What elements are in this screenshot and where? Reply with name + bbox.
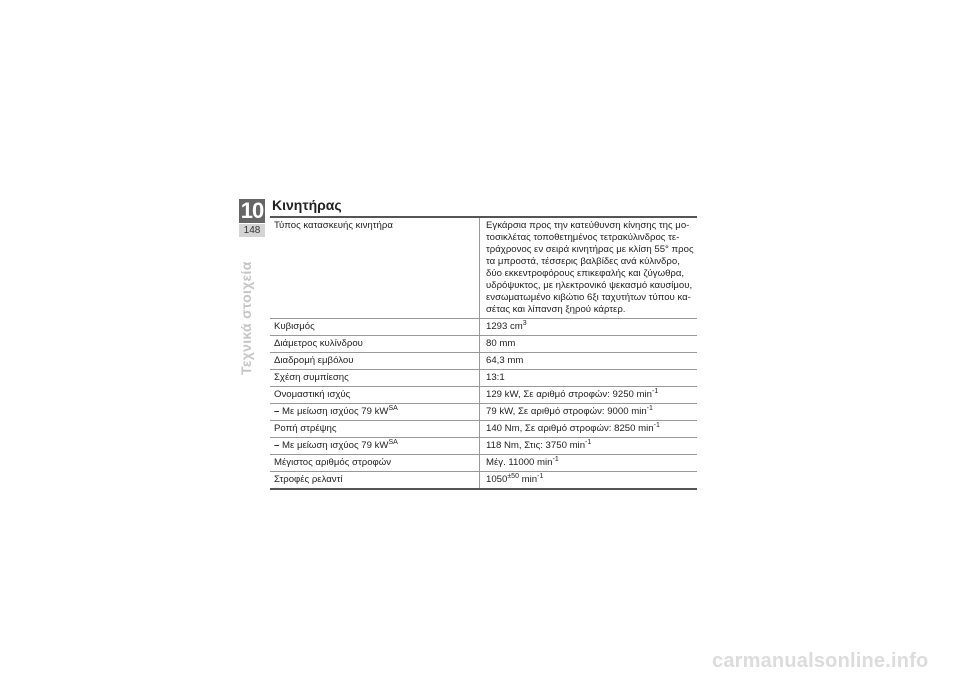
spec-key-text: Μέγιστος αριθμός στροφών xyxy=(274,457,392,468)
spec-key-text: Διαδρομή εμβόλου xyxy=(274,355,354,366)
table-row xyxy=(270,421,697,438)
sub-item-dash: – xyxy=(274,440,280,451)
spec-value-text: 1050 xyxy=(486,474,508,485)
spec-key xyxy=(270,370,480,387)
spec-value xyxy=(480,336,698,353)
spec-key-text: Με μείωση ισχύος 79 kW xyxy=(282,440,389,451)
spec-value xyxy=(480,455,698,472)
spec-value xyxy=(480,404,698,421)
spec-key-text: Με μείωση ισχύος 79 kW xyxy=(282,406,389,417)
spec-key-text: Σχέση συμπίεσης xyxy=(274,372,349,383)
spec-value-superscript: -1 xyxy=(653,421,660,429)
spec-value-superscript: -1 xyxy=(552,455,559,463)
spec-value xyxy=(480,319,698,336)
spec-value xyxy=(480,217,698,319)
spec-key xyxy=(270,319,480,336)
table-row xyxy=(270,472,697,490)
spec-value-text: 64,3 mm xyxy=(486,355,524,366)
table-row xyxy=(270,438,697,455)
spec-key xyxy=(270,472,480,490)
spec-value xyxy=(480,370,698,387)
spec-value xyxy=(480,387,698,404)
section-title: Κινητήρας xyxy=(272,197,342,213)
spec-key xyxy=(270,336,480,353)
table-row xyxy=(270,387,697,404)
spec-value xyxy=(480,353,698,370)
spec-value-text: Εγκάρσια προς την κατεύθυνση κίνησης της μο-τοσικλέτας τοποθετημένος τετρακύλινδρος τε-τράχρονος εν σειρά κινητήρας με κλίση 55° προς τα μπροστά, τέσσερις βαλβίδες ανά κύλινδρο, δύο εκκεντροφόρους επικεφαλής και ζύγωθρα, υδρόψυκτος, με ηλεκτρονικό ψεκασμό καυσίμου, ενσωματωμένο κιβώτιο 6ξι ταχυτήτων τύπου κα-σέτας και λίπανση ξηρού κάρτερ. xyxy=(486,220,694,315)
spec-key xyxy=(270,421,480,438)
table-row xyxy=(270,455,697,472)
spec-key xyxy=(270,387,480,404)
side-chapter-label: Τεχνικά στοιχεία xyxy=(238,261,254,375)
spec-key xyxy=(270,217,480,319)
spec-key xyxy=(270,455,480,472)
spec-value-text: 13:1 xyxy=(486,372,505,383)
spec-value-text: 1293 cm xyxy=(486,321,523,332)
table-row xyxy=(270,217,697,319)
spec-key-text: Στροφές ρελαντί xyxy=(274,474,343,485)
spec-key-text: Κυβισμός xyxy=(274,321,315,332)
spec-value-superscript: -1 xyxy=(652,387,659,395)
spec-key-text: Τύπος κατασκευής κινητήρα xyxy=(274,220,393,231)
special-accessory-mark: SA xyxy=(388,438,398,446)
spec-key-text: Ροπή στρέψης xyxy=(274,423,337,434)
table-row xyxy=(270,353,697,370)
table-row xyxy=(270,336,697,353)
table-row xyxy=(270,370,697,387)
spec-key xyxy=(270,404,480,421)
spec-value-text: 80 mm xyxy=(486,338,516,349)
engine-spec-table xyxy=(270,216,697,490)
special-accessory-mark: SA xyxy=(388,404,398,412)
watermark: carmanualsonline.info xyxy=(712,650,929,672)
spec-key-text: Ονομαστική ισχύς xyxy=(274,389,351,400)
spec-unit-superscript: -1 xyxy=(537,472,544,480)
spec-value xyxy=(480,421,698,438)
spec-value-text: 129 kW, Σε αριθμό στροφών: 9250 min xyxy=(486,389,653,400)
spec-value-superscript: -1 xyxy=(646,404,653,412)
page-number: 148 xyxy=(239,224,265,237)
chapter-number: 10 xyxy=(240,198,264,223)
chapter-marker xyxy=(239,199,265,237)
spec-value xyxy=(480,472,698,490)
spec-value-text: 79 kW, Σε αριθμό στροφών: 9000 min xyxy=(486,406,647,417)
spec-key xyxy=(270,438,480,455)
spec-value-unit: min xyxy=(518,474,538,485)
spec-value-superscript: ±50 xyxy=(507,472,519,480)
spec-value-text: Μέγ. 11000 min xyxy=(486,457,553,468)
table-row xyxy=(270,319,697,336)
sub-item-dash: – xyxy=(274,406,280,417)
spec-value-text: 118 Nm, Στις: 3750 min xyxy=(486,440,586,451)
spec-value xyxy=(480,438,698,455)
spec-value-superscript: -1 xyxy=(585,438,592,446)
spec-value-superscript: 3 xyxy=(522,319,527,327)
spec-value-text: 140 Nm, Σε αριθμό στροφών: 8250 min xyxy=(486,423,654,434)
table-row xyxy=(270,404,697,421)
spec-key-text: Διάμετρος κυλίνδρου xyxy=(274,338,363,349)
spec-key xyxy=(270,353,480,370)
